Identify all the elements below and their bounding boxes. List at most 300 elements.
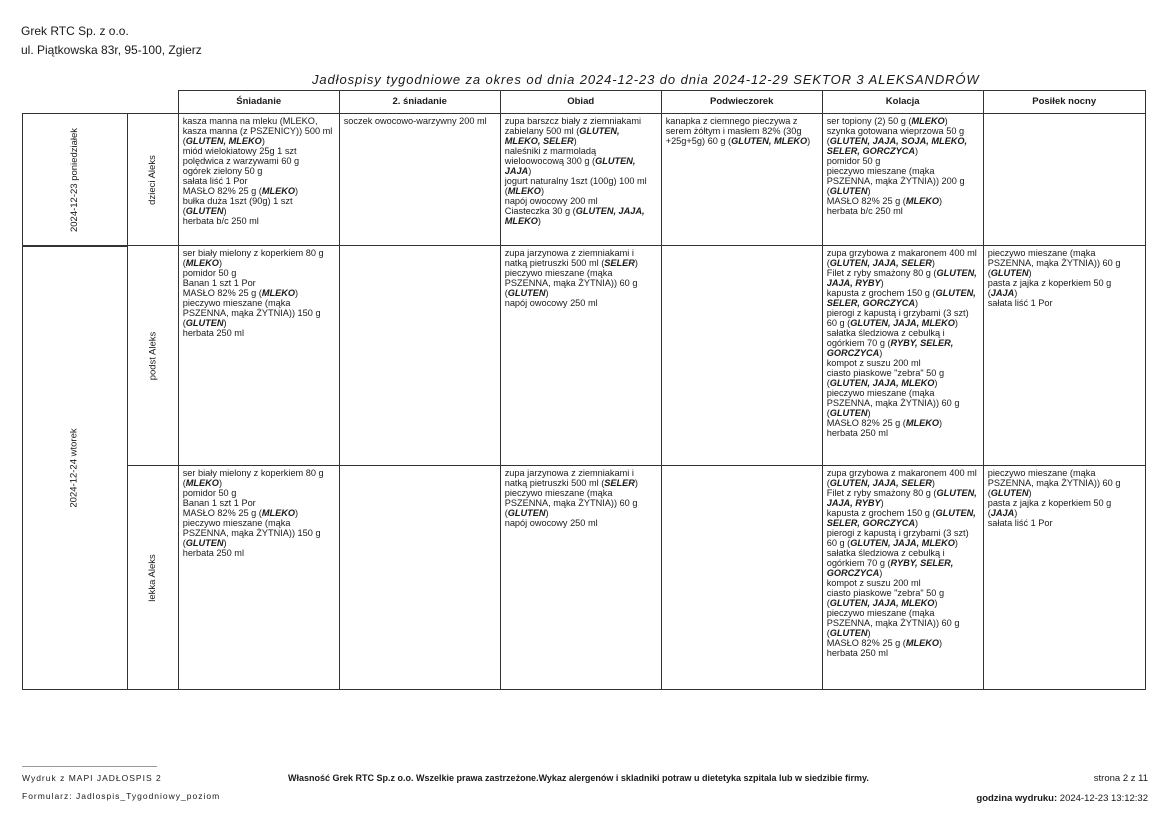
item-text: kapusta z grochem 150 g ( [826,288,936,298]
meal-cell [822,246,983,466]
menu-line [988,518,1141,528]
meal-cell [983,246,1145,466]
item-text: ( [182,538,186,548]
menu-line [183,468,335,478]
item-text: ) [954,318,958,328]
item-text: zupa grzybowa z makaronem 400 ml [826,468,977,478]
menu-line [827,358,979,368]
menu-line [183,248,335,258]
item-text: napój owocowy 250 ml [504,298,598,308]
diet-name-cell [128,246,179,466]
menu-line [827,608,979,618]
meal-cell [178,246,339,466]
day-date: 2024-12-24 wtorek [69,428,81,508]
item-text: pierogi z kapustą i grzybami (3 szt) [826,308,969,318]
menu-line [827,578,979,588]
menu-line [988,298,1141,308]
menu-line [827,186,979,196]
allergen-text: GLUTEN, [935,288,976,298]
item-text: ( [826,628,830,638]
allergen-text: JAJA, RYBY [826,278,881,288]
menu-line [827,146,979,156]
menu-line [988,278,1141,288]
menu-line [827,598,979,608]
column-header: Kolacja [822,91,983,114]
item-text: napój owocowy 200 ml [504,196,598,206]
menu-line [183,318,335,328]
allergen-text: GORCZYCA [826,568,880,578]
allergen-text: RYBY, SELER, [890,558,954,568]
allergen-text: MLEKO [905,418,940,428]
allergen-text: MLEKO, SELER [504,136,574,146]
item-text: ) [1014,508,1018,518]
item-text: pieczywo mieszane (mąka [826,608,935,618]
item-text: ( [826,186,830,196]
menu-line [827,538,979,548]
menu-line [827,338,979,348]
item-text: PSZENNA, mąka ŻYTNIA)) 60 g [826,618,960,628]
menu-line [183,548,335,558]
item-text: ) [879,348,883,358]
allergen-text: GLUTEN [829,628,868,638]
item-text: pieczywo mieszane (mąka [182,518,291,528]
item-text: serem żółtym i masłem 82% (30g [665,126,802,136]
allergen-text: GLUTEN [185,318,224,328]
menu-line [827,116,979,126]
header-row [23,91,1146,114]
item-text: kompot z suszu 200 ml [826,358,921,368]
item-text: pieczywo mieszane (mąka [826,166,935,176]
item-text: ser topiony (2) 50 g ( [826,116,912,126]
item-text: pieczywo mieszane (mąka [504,488,613,498]
allergen-text: GLUTEN, [936,488,977,498]
menu-line [827,498,979,508]
item-text: ser biały mielony z koperkiem 80 g [182,248,324,258]
company-address: ul. Piątkowska 83r, 95-100, Zgierz [21,43,202,57]
item-text: bułka duża 1szt (90g) 1 szt [182,196,293,206]
menu-line [505,146,657,156]
menu-line [827,136,979,146]
item-text: ciasto piaskowe "zebra" 50 g [826,588,945,598]
menu-line [827,298,979,308]
menu-line [183,146,335,156]
item-text: ) [218,258,223,268]
item-text: ) [934,378,938,388]
meal-cell [178,114,339,246]
menu-line [183,508,335,518]
menu-line [505,498,657,508]
item-text: pierogi z kapustą i grzybami (3 szt) [826,528,969,538]
allergen-text: GLUTEN [990,488,1029,498]
item-text: herbata 250 ml [182,548,244,558]
item-text: MASŁO 82% 25 g ( [826,418,906,428]
allergen-text: GLUTEN, JAJA, MLEKO [829,378,935,388]
meal-cell [661,114,822,246]
ownership-notice: Własność Grek RTC Sp.z o.o. Wszelkie prawa zastrzeżone.Wykaz alergenów i skladniki potraw u dietetyka szpitala lub w siedzibie firmy. [288,773,869,783]
item-text: ogórek zielony 50 g [182,166,263,176]
item-text: ( [826,136,830,146]
menu-line [827,318,979,328]
item-text: ) [295,288,299,298]
item-text: Ciasteczka 30 g ( [504,206,576,216]
menu-line [505,126,657,136]
item-text: MASŁO 82% 25 g ( [182,508,262,518]
item-text: herbata 250 ml [826,648,888,658]
menu-line [183,268,335,278]
item-text: ) [915,146,919,156]
item-text: ) [939,418,943,428]
allergen-text: JAJA [990,288,1015,298]
menu-line [827,528,979,538]
item-text: soczek owocowo-warzywny 200 ml [343,116,487,126]
allergen-text: GLUTEN, JAJA, [575,206,645,216]
item-text: ( [826,478,830,488]
menu-line [505,298,657,308]
menu-line [505,288,657,298]
item-text: kapusta z grochem 150 g ( [826,508,936,518]
meal-cell [339,114,500,246]
column-header: Obiad [500,91,661,114]
allergen-text: SELER, GORCZYCA [826,298,916,308]
item-text: ) [867,186,871,196]
menu-line [827,628,979,638]
menu-line [988,258,1141,268]
column-header: Posiłek nocny [983,91,1145,114]
item-text: ( [987,268,991,278]
menu-line [183,538,335,548]
allergen-text: SELER, GORCZYCA [826,146,916,156]
menu-line [183,176,335,186]
allergen-text: MLEKO [185,258,219,268]
item-text: ) [944,116,948,126]
menu-line [827,418,979,428]
menu-line [666,126,818,136]
meal-cell [339,466,500,690]
menu-line [827,288,979,298]
item-text: pieczywo mieszane (mąka [987,468,1096,478]
menu-line [827,126,979,136]
item-text: PSZENNA, mąka ŻYTNIA)) 60 g [504,498,638,508]
menu-line [183,166,335,176]
item-text: PSZENNA, mąka ŻYTNIA)) 60 g [826,398,960,408]
item-text: zupa grzybowa z makaronem 400 ml [826,248,977,258]
menu-line [827,348,979,358]
item-text: ) [528,166,532,176]
allergen-text: SELER [604,258,635,268]
allergen-text: GLUTEN [829,186,868,196]
menu-line [988,268,1141,278]
day-date-cell [23,114,128,246]
item-text: ) [295,508,299,518]
menu-line [666,136,818,146]
menu-line [183,116,335,126]
menu-line [827,328,979,338]
allergen-text: GLUTEN, MLEKO [731,136,808,146]
print-label: godzina wydruku: [976,793,1058,804]
item-text: ) [261,136,265,146]
item-text: ) [1028,488,1032,498]
menu-line [827,548,979,558]
menu-line [505,196,657,206]
item-text: pomidor 50 g [182,268,237,278]
menu-line [183,288,335,298]
item-text: zupa barszcz biały z ziemniakami [504,116,642,126]
item-text: pieczywo mieszane (mąka [826,388,935,398]
meal-cell [822,114,983,246]
item-text: PSZENNA, mąka ŻYTNIA)) 60 g [504,278,638,288]
menu-line [183,498,335,508]
menu-line [827,428,979,438]
menu-line [505,206,657,216]
item-text: ( [987,488,991,498]
allergen-text: GLUTEN, [936,268,977,278]
item-text: ( [504,186,508,196]
item-text: ( [826,598,830,608]
item-text: ) [223,206,227,216]
item-text: ) [218,478,223,488]
diet-name: podst Aleks [146,331,158,381]
item-text: zupa jarzynowa z ziemniakami i [504,248,634,258]
item-text: sałatka śledziowa z cebulką i [826,548,945,558]
menu-line [505,248,657,258]
allergen-text: GLUTEN [185,538,224,548]
item-text: 60 g ( [826,538,851,548]
item-text: ) [1014,288,1018,298]
menu-line [183,278,335,288]
menu-line [827,648,979,658]
item-text: PSZENNA, mąka ŻYTNIA)) 60 g [987,258,1121,268]
item-text: pieczywo mieszane (mąka [182,298,291,308]
item-text: szynka gotowana wieprzowa 50 g [826,126,965,136]
meal-cell [339,246,500,466]
item-text: ( [987,288,991,298]
menu-line [827,206,979,216]
menu-line [505,508,657,518]
item-text: sałatka śledziowa z cebulką i [826,328,945,338]
menu-line [183,126,335,136]
menu-line [827,558,979,568]
allergen-text: GLUTEN [507,508,546,518]
item-text: Filet z ryby smażony 80 g ( [826,268,937,278]
item-text: ) [867,628,871,638]
menu-line [827,568,979,578]
item-text: ) [634,478,638,488]
item-text: herbata b/c 250 ml [826,206,903,216]
allergen-text: GLUTEN, JAJA, MLEKO [850,318,955,328]
menu-line [827,508,979,518]
diet-name: dzieci Aleks [146,155,158,205]
menu-line [827,268,979,278]
item-text: MASŁO 82% 25 g ( [182,288,262,298]
allergen-text: MLEKO [504,216,538,226]
menu-line [988,498,1141,508]
menu-line [505,176,657,186]
item-text: MASŁO 82% 25 g ( [826,638,906,648]
menu-line [183,298,335,308]
menu-line [505,216,657,226]
menu-line [988,468,1141,478]
item-text: pasta z jajka z koperkiem 50 g [987,498,1112,508]
allergen-text: GLUTEN, JAJA, SOJA, MLEKO, [829,136,968,146]
item-text: ogórkiem 70 g ( [826,338,891,348]
item-text: ogórkiem 70 g ( [826,558,891,568]
item-text: kompot z suszu 200 ml [826,578,921,588]
allergen-text: JAJA, RYBY [826,498,881,508]
diet-name-cell [128,466,179,690]
allergen-text: GLUTEN, [935,508,976,518]
item-text: miód wielokiatowy 25g 1 szt [182,146,297,156]
print-time: 2024-12-23 13:12:32 [1059,793,1148,804]
menu-line [505,478,657,488]
item-text: ) [545,288,549,298]
page-title: Jadłospisy tygodniowe za okres od dnia 2024-12-23 do dnia 2024-12-29 SEKTOR 3 ALEKSANDRÓW [312,72,980,87]
menu-line [183,258,335,268]
item-text: ciasto piaskowe "zebra" 50 g [826,368,945,378]
item-text: ( [826,378,830,388]
allergen-text: GLUTEN, JAJA, SELER [829,258,932,268]
menu-line [505,156,657,166]
allergen-text: MLEKO [911,116,945,126]
item-text: ) [540,186,545,196]
item-text: kasza manna na mleku (MLEKO, [182,116,318,126]
menu-line [183,518,335,528]
allergen-text: GORCZYCA [826,348,880,358]
item-text: ( [182,206,186,216]
print-timestamp [976,793,1148,804]
menu-line [827,258,979,268]
item-text: ) [934,598,938,608]
item-text: pomidor 50 g [826,156,881,166]
allergen-text: MLEKO [905,638,940,648]
menu-line [827,398,979,408]
menu-line [827,588,979,598]
item-text: pieczywo mieszane (mąka [504,268,613,278]
menu-line [827,248,979,258]
item-text: ( [182,318,186,328]
menu-line [827,388,979,398]
item-text: ) [223,318,227,328]
item-text: ) [545,508,549,518]
menu-line [505,186,657,196]
menu-line [505,268,657,278]
allergen-text: GLUTEN, [579,126,620,136]
meal-cell [661,466,822,690]
item-text: zupa jarzynowa z ziemniakami i [504,468,634,478]
menu-line [988,488,1141,498]
meal-cell [822,466,983,690]
menu-line [827,378,979,388]
meal-cell [500,246,661,466]
menu-line [827,196,979,206]
allergen-text: GLUTEN [507,288,546,298]
menu-line [827,478,979,488]
allergen-text: MLEKO [905,196,940,206]
menu-line [988,508,1141,518]
allergen-text: GLUTEN, JAJA, MLEKO [829,598,935,608]
menu-line [505,278,657,288]
item-text: ) [915,298,919,308]
allergen-text: GLUTEN, MLEKO [185,136,262,146]
menu-line [505,518,657,528]
item-text: ) [954,538,958,548]
form-name: Formularz: Jadlospis_Tygodniowy_poziom [22,791,221,801]
allergen-text: MLEKO [261,288,296,298]
item-text: +25g+5g) 60 g ( [665,136,732,146]
item-text: ( [182,258,186,268]
item-text: ) [879,568,883,578]
column-header: 2. śniadanie [339,91,500,114]
menu-line [827,156,979,166]
page-number: strona 2 z 11 [1093,773,1148,784]
item-text: ) [880,498,884,508]
item-text: sałata liść 1 Por [182,176,248,186]
meal-cell [178,466,339,690]
item-text: ) [939,196,943,206]
item-text: ( [987,508,991,518]
company-name: Grek RTC Sp. z o.o. [21,24,129,38]
menu-line [827,278,979,288]
menu-line [988,248,1141,258]
day-date-cell [23,246,128,690]
column-header: Podwieczorek [661,91,822,114]
menu-line [183,186,335,196]
menu-line [183,488,335,498]
item-text: sałata liść 1 Por [987,298,1053,308]
item-text: herbata 250 ml [182,328,244,338]
item-text: ) [1028,268,1032,278]
menu-line [827,176,979,186]
item-text: zabielany 500 ml ( [504,126,580,136]
item-text: ) [807,136,811,146]
item-text: PSZENNA, mąka ŻYTNIA)) 200 g [826,176,965,186]
item-text: PSZENNA, mąka ŻYTNIA)) 150 g [182,308,321,318]
item-text: MASŁO 82% 25 g ( [182,186,262,196]
item-text: kasza manna (z PSZENICY)) 500 ml [182,126,333,136]
allergen-text: MLEKO [185,478,219,488]
item-text: ( [826,258,830,268]
item-text: pieczywo mieszane (mąka [987,248,1096,258]
item-text: pasta z jajka z koperkiem 50 g [987,278,1112,288]
meal-cell [983,466,1145,690]
menu-line [505,136,657,146]
item-text: ) [931,258,935,268]
allergen-text: GLUTEN [829,408,868,418]
menu-line [505,258,657,268]
menu-line [183,478,335,488]
allergen-text: GLUTEN, JAJA, SELER [829,478,932,488]
allergen-text: GLUTEN, [595,156,636,166]
item-text: MASŁO 82% 25 g ( [826,196,906,206]
item-text: herbata b/c 250 ml [182,216,259,226]
item-text: ( [826,408,830,418]
meal-cell [983,114,1145,246]
table-row [23,246,1146,466]
item-text: sałata liść 1 Por [987,518,1053,528]
menu-line [827,368,979,378]
item-text: Banan 1 szt 1 Por [182,278,256,288]
item-text: Filet z ryby smażony 80 g ( [826,488,937,498]
item-text: ser biały mielony z koperkiem 80 g [182,468,324,478]
item-text: ) [223,538,227,548]
item-text: ( [504,508,508,518]
item-text: PSZENNA, mąka ŻYTNIA)) 150 g [182,528,321,538]
diet-name-cell [128,114,179,246]
item-text: PSZENNA, mąka ŻYTNIA)) 60 g [987,478,1121,488]
item-text: ) [634,258,638,268]
menu-line [183,528,335,538]
menu-line [505,166,657,176]
menu-line [988,478,1141,488]
